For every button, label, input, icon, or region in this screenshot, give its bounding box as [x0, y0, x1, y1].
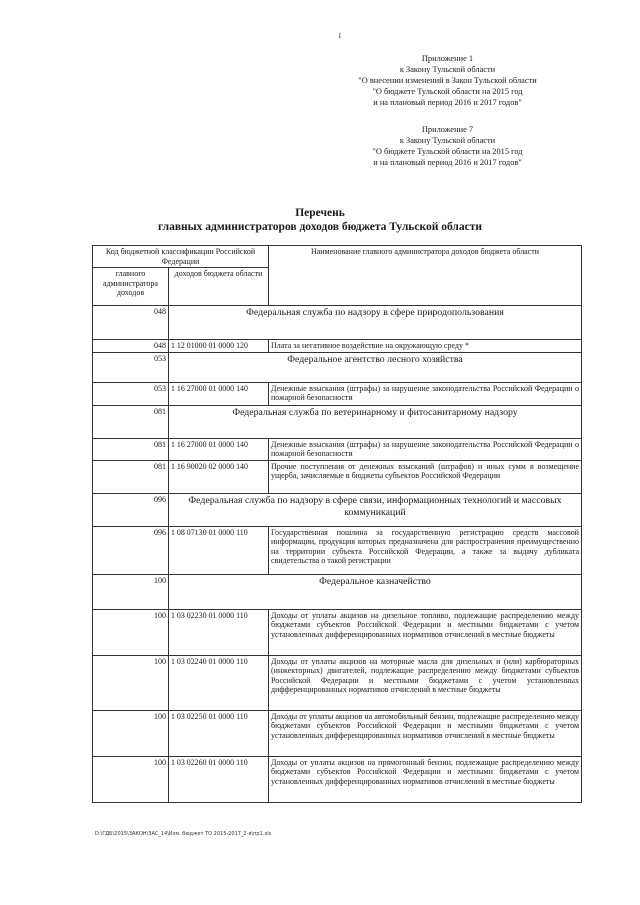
table-row	[93, 655, 582, 710]
income-code-cell: 1 03 02250 01 0000 110	[169, 710, 269, 756]
agency-name-cell: Федеральное агентство лесного хозяйства	[169, 352, 582, 382]
admin-code-cell: 081	[93, 460, 169, 493]
income-code-cell: 1 12 01000 01 0000 120	[169, 340, 269, 353]
admin-code-cell: 096	[93, 526, 169, 574]
table-row	[93, 340, 582, 353]
appendix-7-line: Приложение 7	[421, 125, 474, 134]
admin-code-cell: 100	[93, 609, 169, 655]
agency-row	[93, 306, 582, 340]
income-code-cell: 1 08 07130 01 0000 110	[169, 526, 269, 574]
admin-code-cell: 100	[93, 574, 169, 609]
appendix-7-line: и на плановый период 2016 и 2017 годов"	[373, 158, 522, 167]
income-name-cell: Плата за негативное воздействие на окружающую среду *	[269, 340, 582, 353]
agency-name-cell: Федеральная служба по ветеринарному и фитосанитарному надзору	[169, 405, 582, 438]
income-code-cell: 1 16 27000 01 0000 140	[169, 438, 269, 460]
agency-row	[93, 493, 582, 526]
header-income-code: доходов бюджета области	[169, 268, 269, 306]
admin-code-cell: 096	[93, 493, 169, 526]
income-name-cell: Доходы от уплаты акцизов на автомобильный бензин, подлежащие распределению между бюджетами субъектов Российской Федерации и местными бюджетами с учетом установленных дифференцированных нормативов отчислений в местные бюджеты	[269, 710, 582, 756]
table-row	[93, 609, 582, 655]
admin-code-cell: 048	[93, 340, 169, 353]
agency-row	[93, 405, 582, 438]
table-row	[93, 382, 582, 405]
income-name-cell: Прочие поступления от денежных взысканий (штрафов) и иных сумм в возмещение ущерба, зачисляемые в бюджеты субъектов Российской Федерации	[269, 460, 582, 493]
admin-code-cell: 100	[93, 756, 169, 802]
income-code-cell: 1 03 02230 01 0000 110	[169, 609, 269, 655]
agency-row	[93, 352, 582, 382]
table-row	[93, 460, 582, 493]
file-path-footer: D:\ГДБ\2015\ЗАКОН\ЗАС_14\Изм. бюджет ТО 2015-2017_2-я\пр1.xls	[95, 831, 272, 837]
table-row	[93, 438, 582, 460]
admin-code-cell: 053	[93, 352, 169, 382]
appendix-1-line: "О внесении изменений в Закон Тульской области	[358, 76, 537, 85]
page-number: 1	[338, 32, 342, 40]
appendix-1-line: "О бюджете Тульской области на 2015 год	[372, 87, 523, 96]
appendix-1-header	[340, 53, 555, 108]
admin-code-cell: 100	[93, 710, 169, 756]
income-code-cell: 1 03 02260 01 0000 110	[169, 756, 269, 802]
income-name-cell: Государственная пошлина за государственную регистрацию средств массовой информации, продукция которых предназначена для распространения преимущественно на территории субъекта Российской Федерации, а также за выдачу дубликата свидетельства о такой регистрации	[269, 526, 582, 574]
income-code-cell: 1 03 02240 01 0000 110	[169, 655, 269, 710]
agency-name-cell: Федеральное казначейство	[169, 574, 582, 609]
administrators-table	[92, 245, 582, 803]
income-name-cell: Доходы от уплаты акцизов на прямогонный бензин, подлежащие распределению между бюджетами субъектов Российской Федерации и местными бюджетами с учетом установленных дифференцированных нормативов отчислений в местные бюджеты	[269, 756, 582, 802]
appendix-1-line: к Закону Тульской области	[399, 65, 496, 74]
agency-row	[93, 574, 582, 609]
income-name-cell: Денежные взыскания (штрафы) за нарушение законодательства Российской Федерации о пожарной безопасности	[269, 382, 582, 405]
appendix-7-line: "О бюджете Тульской области на 2015 год	[372, 147, 523, 156]
table-header-row	[93, 246, 582, 268]
header-admin-code: главного администратора доходов	[93, 268, 169, 306]
table-row	[93, 710, 582, 756]
appendix-7-header	[340, 124, 555, 168]
header-name: Наименование главного администратора доходов бюджета области	[269, 246, 582, 306]
appendix-1-line: Приложение 1	[421, 54, 474, 63]
appendix-1-line: и на плановый период 2016 и 2017 годов"	[373, 98, 522, 107]
appendix-7-line: к Закону Тульской области	[399, 136, 496, 145]
admin-code-cell: 081	[93, 438, 169, 460]
table-row	[93, 756, 582, 802]
document-subtitle: главных администраторов доходов бюджета Тульской области	[158, 221, 482, 233]
income-name-cell: Доходы от уплаты акцизов на дизельное топливо, подлежащие распределению между бюджетами субъектов Российской Федерации и местными бюджетами с учетом установленных дифференцированных нормативов отчислений в местные бюджеты	[269, 609, 582, 655]
agency-name-cell: Федеральная служба по надзору в сфере связи, информационных технологий и массовых коммуникаций	[169, 493, 582, 526]
admin-code-cell: 048	[93, 306, 169, 340]
agency-name-cell: Федеральная служба по надзору в сфере природопользования	[169, 306, 582, 340]
document-title: Перечень	[295, 207, 345, 219]
admin-code-cell: 053	[93, 382, 169, 405]
header-code-group: Код бюджетной классификации Российской Федерации	[93, 246, 269, 268]
income-name-cell: Денежные взыскания (штрафы) за нарушение законодательства Российской Федерации о пожарной безопасности	[269, 438, 582, 460]
income-code-cell: 1 16 90020 02 0000 140	[169, 460, 269, 493]
income-name-cell: Доходы от уплаты акцизов на моторные масла для дизельных и (или) карбюраторных (инжекторных) двигателей, подлежащие распределению между бюджетами субъектов Российской Федерации и местными бюджетами с учетом установленных дифференцированных нормативов отчислений в местные бюджеты	[269, 655, 582, 710]
admin-code-cell: 100	[93, 655, 169, 710]
admin-code-cell: 081	[93, 405, 169, 438]
income-code-cell: 1 16 27000 01 0000 140	[169, 382, 269, 405]
table-row	[93, 526, 582, 574]
